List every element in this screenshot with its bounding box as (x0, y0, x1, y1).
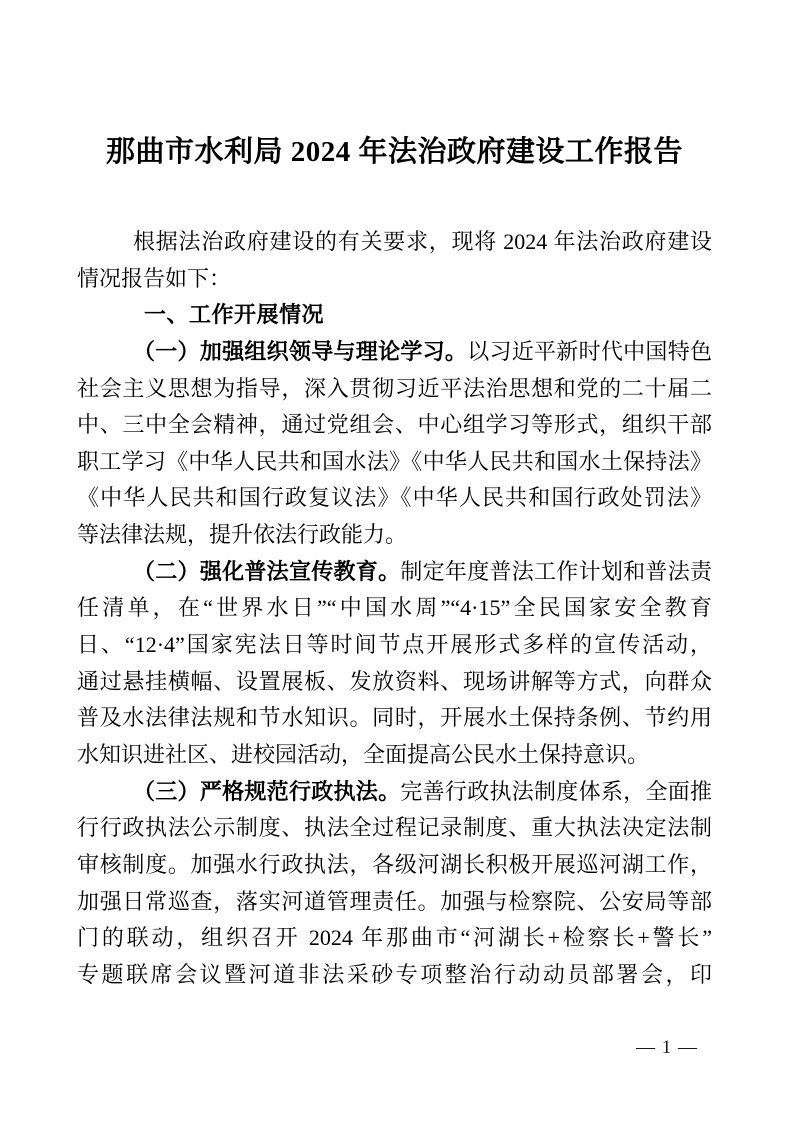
document-line (77, 517, 712, 554)
document-line (77, 664, 712, 701)
text-run-heading: 一、工作开展情况 (144, 302, 325, 328)
text-run-body: 等法律法规，提升依法行政能力。 (77, 522, 408, 548)
text-run-body: 《中华人民共和国行政复议法》《中华人民共和国行政处罚法》 (77, 485, 712, 511)
text-run-body: 日、“12·4”国家宪法日等时间节点开展形式多样的宣传活动， (77, 632, 712, 658)
text-run-body: 行行政执法公示制度、执法全过程记录制度、重大执法决定法制 (77, 815, 712, 841)
text-run-lead: （一）加强组织领导与理论学习。 (133, 338, 468, 364)
text-run-body: 门的联动，组织召开 2024 年那曲市“河湖长+检察长+警长” (77, 925, 712, 951)
document-line (77, 920, 712, 957)
document-line (77, 407, 712, 444)
document-line (77, 774, 712, 811)
document-title: 那曲市水利局 2024 年法治政府建设工作报告 (105, 136, 683, 168)
text-run-body: 以习近平新时代中国特色 (467, 338, 712, 364)
text-run-body: 专题联席会议暨河道非法采砂专项整治行动动员部署会，印 (77, 961, 712, 987)
text-run-body: 职工学习《中华人民共和国水法》《中华人民共和国水土保持法》 (77, 448, 712, 474)
document-line (77, 847, 712, 884)
document-line (77, 590, 712, 627)
document-line (77, 737, 712, 774)
text-run-body: 通过悬挂横幅、设置展板、发放资料、现场讲解等方式，向群众 (77, 668, 712, 694)
text-run-body: 任清单，在“世界水日”“中国水周”“4·15”全民国家安全教育 (77, 595, 712, 621)
document-line (77, 371, 712, 408)
text-run-body: 中、三中全会精神，通过党组会、中心组学习等形式，组织干部 (77, 412, 712, 438)
document-line (77, 957, 712, 994)
document-line (77, 224, 712, 261)
page-number: — 1 — (636, 1037, 698, 1058)
document-line (77, 810, 712, 847)
text-run-body: 根据法治政府建设的有关要求，现将 2024 年法治政府建设 (133, 229, 712, 254)
document-line (77, 297, 712, 334)
text-run-body: 审核制度。加强水行政执法，各级河湖长积极开展巡河湖工作， (77, 851, 712, 877)
text-run-lead: （二）强化普法宣传教育。 (133, 558, 401, 584)
text-run-body: 普及水法律法规和节水知识。同时，开展水土保持条例、节约用 (77, 705, 712, 731)
document-line (77, 700, 712, 737)
text-run-body: 水知识进社区、进校园活动，全面提高公民水土保持意识。 (77, 741, 650, 767)
text-run-body: 社会主义思想为指导，深入贯彻习近平法治思想和党的二十届二 (77, 375, 712, 401)
document-line (77, 444, 712, 481)
document-line (77, 627, 712, 664)
document-line (77, 884, 712, 921)
document-content (77, 0, 712, 993)
document-line (77, 480, 712, 517)
document-body (77, 224, 712, 993)
text-run-body: 制定年度普法工作计划和普法责 (400, 558, 712, 584)
document-line (77, 334, 712, 371)
document-line (77, 554, 712, 591)
text-run-body: 情况报告如下： (77, 265, 232, 291)
document-line (77, 261, 712, 298)
text-run-body: 完善行政执法制度体系，全面推 (400, 778, 712, 804)
text-run-lead: （三）严格规范行政执法。 (133, 778, 401, 804)
text-run-body: 加强日常巡查，落实河道管理责任。加强与检察院、公安局等部 (77, 888, 712, 914)
